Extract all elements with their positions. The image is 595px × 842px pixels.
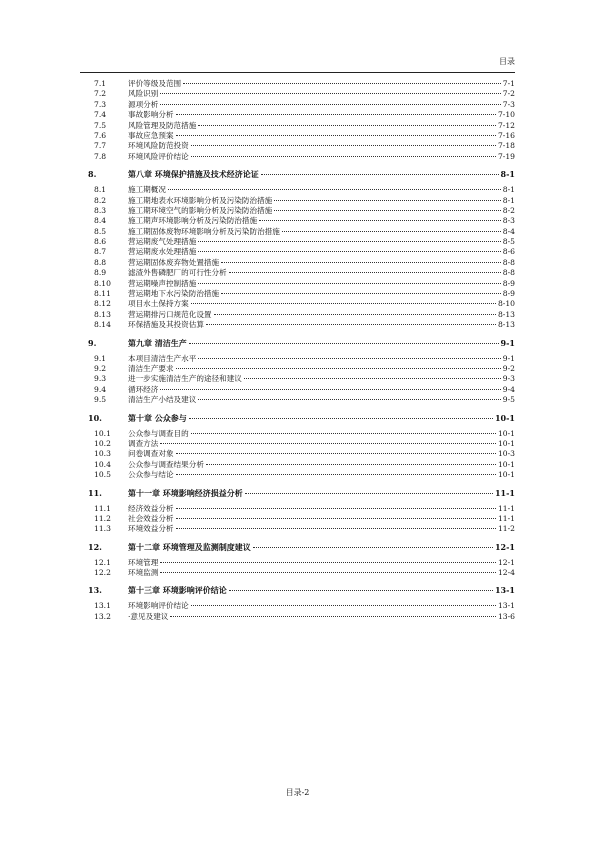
toc-entry-leader [128,196,503,206]
toc-entry[interactable] [88,227,515,237]
toc-entry-leader [128,310,498,320]
toc-entry-leader [128,524,498,534]
toc-entry-leader [128,185,503,195]
toc-entry-page: 13-1 [494,585,515,596]
toc-entry-number: 8.5 [94,226,107,236]
toc-entry-leader [128,216,503,226]
toc-chapter-entry[interactable] [88,486,515,500]
dot-leader [214,314,496,315]
toc-entry[interactable] [88,524,515,534]
toc-entry[interactable] [88,612,515,622]
toc-entry-title: 公众参与调查结果分析 [128,459,204,469]
toc-entry-title: 第十二章 环境管理及监测制度建议 [128,541,251,552]
dot-leader [176,114,496,115]
toc-entry-title: 环境效益分析 [128,524,174,534]
toc-entry-title: 营运期噪声控制措施 [128,278,197,288]
toc-entry-title: 营运期排污口规范化设置 [128,309,212,319]
toc-entry[interactable] [88,152,515,162]
toc-entry-number: 9. [88,337,97,348]
toc-entry-page: 8-9 [502,278,515,288]
toc-chapter-entry[interactable] [88,167,515,181]
toc-entry-leader [128,470,498,480]
toc-entry-leader [128,429,498,439]
dot-leader [189,343,499,344]
toc-chapter-entry[interactable] [88,540,515,554]
dot-leader [183,83,501,84]
toc-entry-leader [128,258,503,268]
toc-entry[interactable] [88,374,515,384]
dot-leader [206,464,496,465]
dot-leader [221,262,501,263]
toc-entry-number: 8.9 [94,268,107,278]
toc-entry-page: 9-4 [502,384,515,394]
toc-entry-title: 源项分析 [128,99,159,109]
toc-entry-title: 公众参与结论 [128,470,174,480]
toc-entry-number: 8.14 [94,320,111,330]
toc-entry-number: 12.1 [94,557,111,567]
dot-leader [160,562,496,563]
toc-entry[interactable] [88,385,515,395]
toc-entry-number: 10.2 [94,438,111,448]
toc-entry-page: 10-3 [497,449,515,459]
toc-entry-number: 7.8 [94,151,107,161]
toc-entry-leader [128,504,498,514]
toc-entry-page: 11-1 [497,503,515,513]
toc-entry-number: 8.12 [94,299,111,309]
toc-entry-page: 8-8 [502,257,515,267]
dot-leader [261,174,499,175]
dot-leader [189,418,493,419]
toc-entry-leader [128,439,498,449]
toc-entry-leader [128,411,495,425]
toc-entry-page: 7-16 [497,130,515,140]
toc-entry-page: 10-1 [497,470,515,480]
toc-entry-leader [128,79,503,89]
toc-entry-page: 7-2 [502,89,515,99]
toc-entry[interactable] [88,354,515,364]
toc-entry-number: 9.3 [94,374,107,384]
toc-entry[interactable] [88,601,515,611]
toc-entry-number: 8.8 [94,257,107,267]
dot-leader [206,324,496,325]
toc-entry-page: 7-19 [497,151,515,161]
toc-entry-leader [128,279,503,289]
toc-entry-title: 风险管理及防范措施 [128,120,197,130]
toc-entry-leader [128,141,498,151]
toc-entry-title: 第十章 公众参与 [128,412,187,423]
toc-entry[interactable] [88,121,515,131]
toc-entry-title: 调查方法 [128,438,159,448]
toc-entry-title: 清洁生产小结及建议 [128,395,197,405]
toc-entry-title: 循环经济 [128,384,159,394]
toc-entry-leader [128,89,503,99]
toc-entry[interactable] [88,258,515,268]
toc-entry-leader [128,110,498,120]
toc-entry-page: 11-1 [497,513,515,523]
toc-entry[interactable] [88,237,515,247]
toc-entry-title: 第十一章 环境影响经济损益分析 [128,487,243,498]
toc-entry-number: 12. [88,541,102,552]
dot-leader [198,125,496,126]
toc-entry-page: 8-13 [497,309,515,319]
toc-entry-leader [128,336,501,350]
toc-entry-leader [128,121,498,131]
dot-leader [198,251,500,252]
dot-leader [170,616,496,617]
dot-leader [245,493,493,494]
toc-entry-title: 清洁生产要求 [128,363,174,373]
dot-leader [191,156,496,157]
toc-entry[interactable] [88,470,515,480]
toc-entry[interactable] [88,289,515,299]
toc-entry-title: 评价等级及范围 [128,79,182,88]
toc-entry-number: 10.3 [94,449,111,459]
toc-entry-number: 11. [88,487,102,498]
toc-entry-title: 营运期地下水污染防治措施 [128,289,220,299]
toc-entry-title: 环境风险评价结论 [128,151,189,161]
toc-entry-title: 施工期固体废物环境影响分析及污染防治措施 [128,226,280,236]
toc-entry-title: 滤渣外售磷肥厂的可行性分析 [128,268,227,278]
toc-entry-number: 7.4 [94,110,107,120]
dot-leader [176,453,496,454]
toc-entry-number: 11.3 [94,524,111,534]
dot-leader [244,378,501,379]
toc-entry[interactable] [88,196,515,206]
dot-leader [191,303,496,304]
toc-entry-leader [128,601,498,611]
toc-entry-leader [128,486,495,500]
toc-entry-number: 8.4 [94,216,107,226]
toc-entry-title: 施工期地表水环境影响分析及污染防治措施 [128,195,273,205]
toc-entry[interactable] [88,247,515,257]
toc-entry-page: 12-1 [494,541,515,552]
toc-entry[interactable] [88,110,515,120]
toc-chapter-entry[interactable] [88,336,515,350]
toc-entry-page: 9-1 [502,353,515,363]
toc-entry-leader [128,247,503,257]
toc-entry-number: 7.6 [94,130,107,140]
toc-entry-page: 8-1 [500,169,515,180]
toc-entry-leader [128,320,498,330]
toc-entry-title: 环境影响评价结论 [128,601,189,611]
toc-entry-leader [128,612,498,622]
toc-entry-title: 社会效益分析 [128,513,174,523]
toc-entry-page: 13-1 [497,601,515,611]
toc-entry-page: 8-8 [502,268,515,278]
toc-entry[interactable] [88,395,515,405]
toc-entry-number: 8.2 [94,195,107,205]
toc-entry-page: 9-2 [502,363,515,373]
toc-entry-page: 8-13 [497,320,515,330]
toc-entry-title: 施工期声环境影响分析及污染防治措施 [128,216,258,226]
toc-entry-title: 项目水土保持方案 [128,299,189,309]
toc-entry-title: 环保措施及其投资估算 [128,320,204,330]
toc-entry-page: 7-1 [502,79,515,88]
toc-entry-title: 营运期固体废弃物处置措施 [128,257,220,267]
toc-entry-page: 8-1 [502,195,515,205]
toc-entry-title: 环境风险防范投资 [128,141,189,151]
toc-entry-leader [128,206,503,216]
toc-entry-number: 9.2 [94,363,107,373]
toc-entry-number: 7.2 [94,89,107,99]
toc-entry[interactable] [88,141,515,151]
dot-leader [229,272,501,273]
toc-entry-leader [128,540,495,554]
toc-entry-title: 经济效益分析 [128,503,174,513]
toc-entry-leader [128,354,503,364]
toc-entry[interactable] [88,89,515,99]
toc-entry-title: 施工期环境空气的影响分析及污染防治措施 [128,205,273,215]
dot-leader [176,135,496,136]
toc-entry-number: 10.1 [94,428,111,438]
dot-leader [253,547,493,548]
toc-entry-page: 7-3 [502,99,515,109]
toc-entry-number: 13. [88,585,102,596]
toc-entry-leader [128,583,495,597]
dot-leader [160,389,500,390]
toc-entry-title: 公众参与调查目的 [128,428,189,438]
dot-leader [282,231,501,232]
toc-entry-leader [128,374,503,384]
toc-entry-title: 本项目清洁生产水平 [128,353,197,363]
toc-entry-title: 第九章 清洁生产 [128,337,187,348]
toc-entry-number: 11.2 [94,513,111,523]
toc-entry-number: 7.5 [94,120,107,130]
dot-leader [176,508,496,509]
toc-entry-page: 9-3 [502,374,515,384]
dot-leader [191,433,496,434]
dot-leader [274,210,500,211]
toc-entry-page: 7-18 [497,141,515,151]
toc-entry[interactable] [88,568,515,578]
toc-entry[interactable] [88,558,515,568]
dot-leader [176,474,496,475]
toc-entry-number: 10.4 [94,459,111,469]
dot-leader [176,368,501,369]
toc-entry-number: 9.5 [94,395,107,405]
toc-entry-leader [128,385,503,395]
toc-entry-number: 8.6 [94,237,107,247]
toc-entry-number: 10.5 [94,470,111,480]
toc-entry[interactable] [88,429,515,439]
toc-entry-leader [128,460,498,470]
dot-leader [198,283,500,284]
toc-entry-leader [128,558,498,568]
toc-entry-page: 10-1 [494,412,515,423]
toc-entry[interactable] [88,131,515,141]
toc-entry-page: 12-1 [497,557,515,567]
toc-entry[interactable] [88,320,515,330]
toc-entry-number: 12.2 [94,568,111,578]
toc-entry[interactable] [88,439,515,449]
toc-entry-number: 13.2 [94,611,111,621]
dot-leader [176,518,496,519]
toc-entry-number: 10. [88,412,102,423]
toc-entry-number: 7.1 [94,79,107,88]
toc-entry-page: 9-1 [500,337,515,348]
toc-entry-leader [128,299,498,309]
toc-entry-title: 施工期概况 [128,185,166,195]
toc-entry[interactable] [88,216,515,226]
toc-entry-page: 8-4 [502,226,515,236]
toc-entry[interactable] [88,310,515,320]
dot-leader [168,189,501,190]
toc-entry-leader [128,237,503,247]
toc-entry-title: 环境监测 [128,568,159,578]
toc-entry-title: 事故应急预案 [128,130,174,140]
dot-leader [198,241,500,242]
toc-entry[interactable] [88,79,515,89]
toc-entry-title: 第十三章 环境影响评价结论 [128,585,227,596]
dot-leader [198,358,500,359]
toc-entry-leader [128,449,498,459]
toc-entry[interactable] [88,364,515,374]
toc-entry-page: 9-5 [502,395,515,405]
dot-leader [198,399,500,400]
toc-entry-leader [128,152,498,162]
toc-entry-title: ·意见及建议 [128,611,169,621]
toc-entry-page: 11-2 [497,524,515,534]
toc-entry-title: 营运期废气处理措施 [128,237,197,247]
dot-leader [160,443,496,444]
toc-entry-page: 10-1 [497,459,515,469]
toc-entry-page: 8-9 [502,289,515,299]
toc-entry-leader [128,167,501,181]
page-footer: 目录-2 [285,788,310,797]
toc-entry[interactable] [88,206,515,216]
toc-entry-number: 7.7 [94,141,107,151]
toc-entry-title: 问卷调查对象 [128,449,174,459]
toc-entry-title: 事故影响分析 [128,110,174,120]
toc-entry-number: 8.13 [94,309,111,319]
dot-leader [176,528,496,529]
toc-entry-page: 10-1 [497,428,515,438]
dot-leader [259,220,501,221]
dot-leader [160,93,500,94]
dot-leader [229,590,493,591]
toc-entry[interactable] [88,514,515,524]
toc-entry[interactable] [88,299,515,309]
toc-entry-number: 9.1 [94,353,107,363]
toc-entry-title: 环境管理 [128,557,159,567]
table-of-contents [88,79,515,622]
toc-entry-page: 8-3 [502,216,515,226]
toc-entry-number: 8. [88,169,97,180]
toc-entry-leader [128,568,498,578]
dot-leader [191,605,496,606]
toc-entry-number: 8.10 [94,278,111,288]
toc-entry-leader [128,131,498,141]
toc-entry-title: 进一步实施清洁生产的途径和建议 [128,374,242,384]
toc-entry-page: 8-10 [497,299,515,309]
toc-entry-number: 8.1 [94,185,107,195]
toc-entry-leader [128,100,503,110]
toc-entry-leader [128,289,503,299]
toc-entry-leader [128,268,503,278]
toc-entry-leader [128,395,503,405]
toc-entry-page: 8-5 [502,237,515,247]
toc-entry-page: 12-4 [497,568,515,578]
toc-entry-page: 13-6 [497,611,515,621]
toc-entry-title: 风险识别 [128,89,159,99]
toc-entry-page: 8-2 [502,205,515,215]
toc-chapter-entry[interactable] [88,583,515,597]
toc-entry-page: 11-1 [494,487,515,498]
header-rule [80,72,515,73]
toc-entry-title: 第八章 环境保护措施及技术经济论证 [128,169,259,180]
toc-entry-title: 营运期废水处理措施 [128,247,197,257]
toc-chapter-entry[interactable] [88,411,515,425]
toc-entry-number: 8.3 [94,205,107,215]
toc-entry[interactable] [88,460,515,470]
toc-entry[interactable] [88,504,515,514]
toc-entry-number: 13.1 [94,601,111,611]
toc-entry-number: 8.11 [94,289,111,299]
toc-entry[interactable] [88,449,515,459]
toc-entry-page: 8-1 [502,185,515,195]
dot-leader [274,200,500,201]
dot-leader [160,572,496,573]
toc-entry-number: 11.1 [94,503,111,513]
toc-entry[interactable] [88,268,515,278]
toc-entry-leader [128,514,498,524]
running-header: 目录 [499,57,515,66]
toc-entry-page: 7-12 [497,120,515,130]
toc-entry-number: 9.4 [94,384,107,394]
dot-leader [191,145,496,146]
toc-entry-number: 8.7 [94,247,107,257]
toc-entry-page: 8-6 [502,247,515,257]
toc-entry[interactable] [88,185,515,195]
toc-entry-page: 10-1 [497,438,515,448]
toc-entry[interactable] [88,100,515,110]
toc-entry-leader [128,364,503,374]
dot-leader [160,104,500,105]
toc-entry[interactable] [88,279,515,289]
toc-entry-number: 7.3 [94,99,107,109]
toc-entry-page: 7-10 [497,110,515,120]
dot-leader [221,293,501,294]
toc-entry-leader [128,227,503,237]
